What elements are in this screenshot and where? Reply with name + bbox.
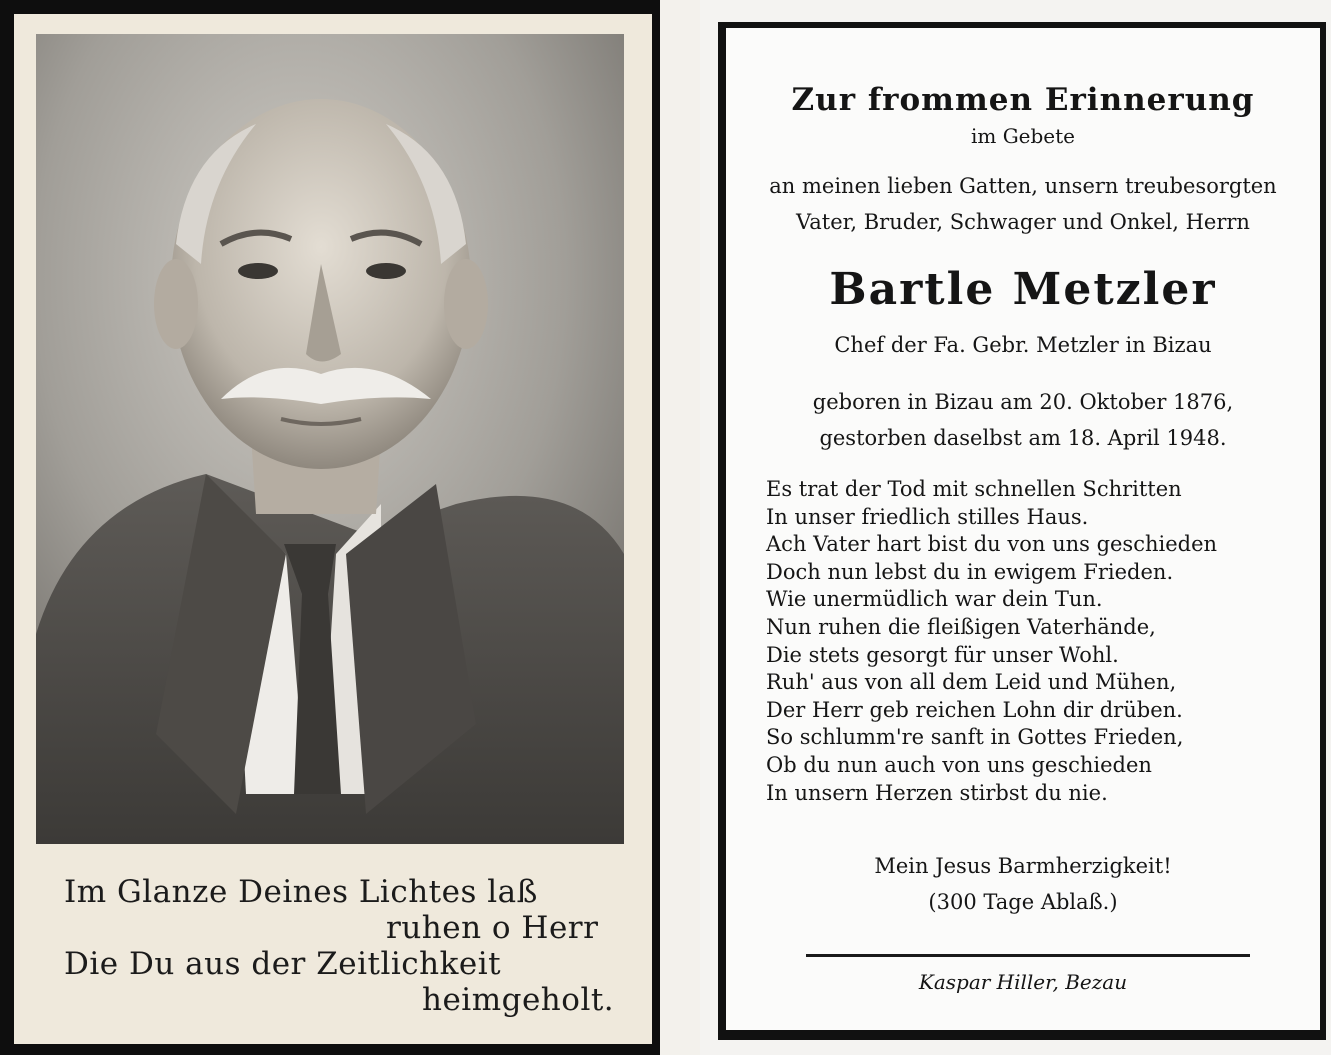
birth-date-line: geboren in Bizau am 20. Oktober 1876, xyxy=(812,390,1234,414)
caption-line: Die Du aus der Zeitlichkeit xyxy=(64,946,502,982)
dedication-line: an meinen lieben Gatten, unsern treubesorgten xyxy=(769,174,1277,198)
divider-rule xyxy=(806,954,1250,957)
poem-line: Der Herr geb reichen Lohn dir drüben. xyxy=(766,697,1183,722)
death-date-line: gestorben daselbst am 18. April 1948. xyxy=(819,426,1227,450)
poem-line: In unsern Herzen stirbst du nie. xyxy=(766,780,1108,805)
life-dates xyxy=(726,384,1320,456)
prayer-text xyxy=(726,848,1320,920)
poem-line: In unser friedlich stilles Haus. xyxy=(766,504,1089,529)
card-front-paper xyxy=(14,14,652,1044)
black-border-frame xyxy=(718,22,1326,1040)
caption-line: Im Glanze Deines Lichtes laß xyxy=(64,874,538,910)
caption-line: heimgeholt. xyxy=(422,982,615,1018)
memorial-card-front xyxy=(0,0,660,1055)
poem-line: Ruh' aus von all dem Leid und Mühen, xyxy=(766,670,1177,695)
deceased-name: Bartle Metzler xyxy=(829,264,1217,315)
portrait-photo xyxy=(36,34,624,844)
portrait-illustration xyxy=(36,34,624,844)
poem-line: Es trat der Tod mit schnellen Schritten xyxy=(766,477,1182,501)
prayer-line: Mein Jesus Barmherzigkeit! xyxy=(874,854,1172,878)
dedication-text xyxy=(726,168,1320,240)
poem-line: Wie unermüdlich war dein Tun. xyxy=(766,587,1103,612)
caption-verse xyxy=(64,874,615,1034)
poem-line: Ob du nun auch von uns geschieden xyxy=(766,752,1152,777)
dedication-line: Vater, Bruder, Schwager und Onkel, Herrn xyxy=(796,210,1250,234)
deceased-position: Chef der Fa. Gebr. Metzler in Bizau xyxy=(834,333,1212,357)
poem-line: Die stets gesorgt für unser Wohl. xyxy=(766,642,1119,667)
caption-line: ruhen o Herr xyxy=(386,910,599,946)
memorial-poem xyxy=(766,476,1306,807)
heading-subtitle: im Gebete xyxy=(970,124,1076,148)
memorial-card-back xyxy=(700,0,1331,1055)
printer-credit: Kaspar Hiller, Bezau xyxy=(918,970,1128,994)
poem-line: Ach Vater hart bist du von uns geschieden xyxy=(766,532,1218,557)
poem-line: Doch nun lebst du in ewigem Frieden. xyxy=(766,559,1174,584)
poem-line: So schlumm're sanft in Gottes Frieden, xyxy=(766,725,1184,750)
heading-title: Zur frommen Erinnerung xyxy=(791,82,1255,118)
poem-line: Nun ruhen die fleißigen Vaterhände, xyxy=(766,614,1156,639)
indulgence-line: (300 Tage Ablaß.) xyxy=(928,890,1118,914)
